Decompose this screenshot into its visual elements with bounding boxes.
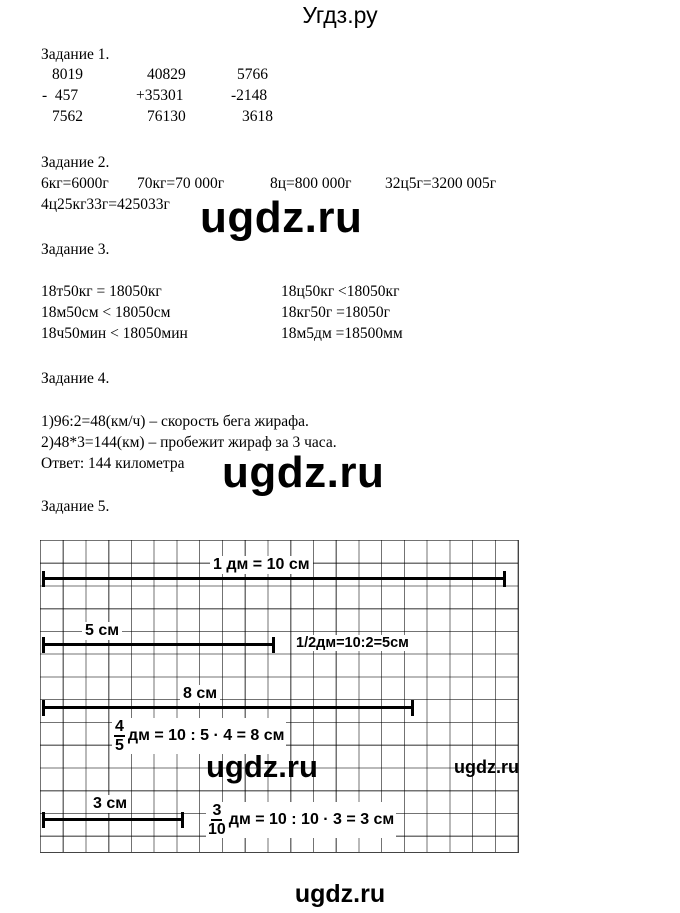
task3-title: Задание 3. (41, 241, 110, 258)
task4-line2: 2)48*3=144(км) – пробежит жираф за 3 часа. (41, 434, 337, 451)
site-title: Угдз.ру (302, 2, 378, 28)
fraction-3-10-label (206, 802, 396, 838)
task2-item2: 70кг=70 000г (137, 175, 225, 192)
segment-5cm (43, 643, 274, 646)
watermark-2: ugdz.ru (222, 448, 385, 497)
frac310-rest: дм = 10 : 10 · 3 = 3 см (228, 811, 395, 828)
task1-r2c1: - 457 (42, 87, 79, 104)
segment-1dm (43, 577, 505, 580)
label-half-dm: 1/2дм=10:2=5см (293, 635, 412, 651)
task4-line1: 1)96:2=48(км/ч) – скорость бега жирафа. (41, 413, 309, 430)
frac45-denominator: 5 (115, 737, 124, 754)
frac45-numerator: 4 (115, 718, 124, 735)
task1-r2c3: -2148 (231, 87, 268, 104)
segment-3cm (43, 818, 183, 821)
task3-right2: 18кг50г =18050г (281, 304, 390, 321)
task3-left1: 18т50кг = 18050кг (41, 283, 162, 300)
task4-title: Задание 4. (41, 370, 110, 387)
watermark-4: ugdz.ru (454, 757, 519, 777)
task1-r1c1: 8019 (52, 66, 83, 83)
frac310-numerator: 3 (212, 802, 222, 819)
task2-item4: 32ц5г=3200 005г (385, 175, 497, 192)
task2-line2: 4ц25кг33г=425033г (41, 196, 170, 213)
task1-r3c3: 3618 (242, 108, 273, 125)
footer-watermark: ugdz.ru (294, 880, 386, 908)
frac310-denominator: 10 (208, 821, 226, 838)
label-5cm: 5 см (82, 622, 122, 640)
task2-title: Задание 2. (41, 154, 110, 171)
task1-title: Задание 1. (41, 46, 110, 63)
watermark-1: ugdz.ru (200, 193, 363, 242)
task3-left2: 18м50см < 18050см (41, 304, 171, 321)
task4-answer: Ответ: 144 километра (41, 455, 185, 472)
label-8cm: 8 см (180, 685, 220, 703)
task5-title: Задание 5. (41, 498, 110, 515)
task1-r3c2: 76130 (147, 108, 186, 125)
task3-left3: 18ч50мин < 18050мин (41, 325, 188, 342)
task2-item1: 6кг=6000г (41, 175, 109, 192)
task3-right3: 18м5дм =18500мм (281, 325, 403, 342)
task1-r1c2: 40829 (147, 66, 186, 83)
task3-right1: 18ц50кг <18050кг (281, 283, 400, 300)
frac45-rest: дм = 10 : 5 · 4 = 8 см (127, 727, 285, 744)
task1-r3c1: 7562 (52, 108, 83, 125)
segment-8cm (43, 706, 413, 709)
watermark-3: ugdz.ru (206, 749, 318, 784)
task1-r2c2: +35301 (136, 87, 184, 104)
grid-drawing (40, 540, 519, 853)
task1-r1c3: 5766 (237, 66, 268, 83)
label-1dm: 1 дм = 10 см (210, 556, 313, 574)
task2-item3: 8ц=800 000г (270, 175, 352, 192)
label-3cm: 3 см (90, 795, 130, 813)
